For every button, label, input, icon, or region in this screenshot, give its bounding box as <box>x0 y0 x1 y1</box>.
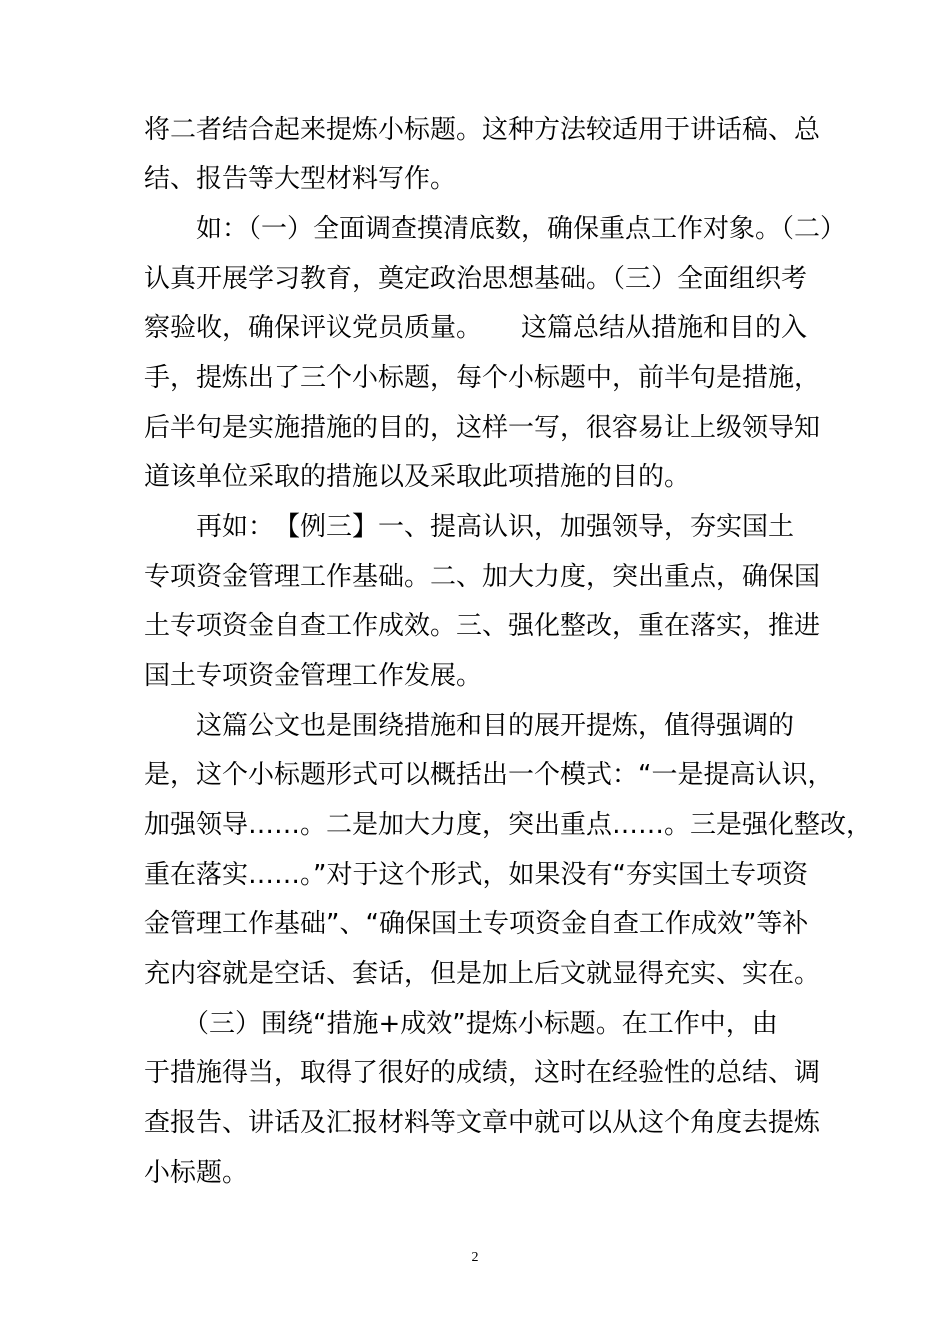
text-line: 道该单位采取的措施以及采取此项措施的目的。 <box>144 462 691 492</box>
text-line: 是，这个小标题形式可以概括出一个模式：“一是提高认识， <box>144 760 834 790</box>
text-line: 加强领导……。二是加大力度，突出重点……。三是强化整改， <box>144 810 873 840</box>
text-line: 小标题。 <box>144 1158 249 1188</box>
text-line: 金管理工作基础”、“确保国土专项资金自查工作成效”等补 <box>144 909 809 939</box>
text-line: 于措施得当，取得了很好的成绩，这时在经验性的总结、调 <box>144 1058 821 1088</box>
page-number: 2 <box>471 1250 479 1265</box>
text-line: 这篇公文也是围绕措施和目的展开提炼，值得强调的 <box>144 711 795 741</box>
text-line: 将二者结合起来提炼小标题。这种方法较适用于讲话稿、总 <box>144 115 821 145</box>
text-line: 后半句是实施措施的目的，这样一写，很容易让上级领导知 <box>144 413 821 443</box>
text-line: 再如： 【例三】一、提高认识，加强领导，夯实国土 <box>144 512 795 542</box>
text-line: 专项资金管理工作基础。二、加大力度，突出重点，确保国 <box>144 562 821 592</box>
text-line: 察验收，确保评议党员质量。 这篇总结从措施和目的入 <box>144 313 808 343</box>
text-line: 重在落实……。”对于这个形式，如果没有“夯实国土专项资 <box>144 860 808 890</box>
text-line: 认真开展学习教育，奠定政治思想基础。（三）全面组织考 <box>144 264 808 294</box>
text-line: 如：（一）全面调查摸清底数，确保重点工作对象。（二） <box>144 214 847 244</box>
text-line: 结、报告等大型材料写作。 <box>144 164 457 194</box>
text-line: 充内容就是空话、套话，但是加上后文就显得充实、实在。 <box>144 959 821 989</box>
text-line: 查报告、讲话及汇报材料等文章中就可以从这个角度去提炼 <box>144 1108 821 1138</box>
text-line: 手，提炼出了三个小标题，每个小标题中，前半句是措施， <box>144 363 821 393</box>
text-line: 土专项资金自查工作成效。三、强化整改，重在落实，推进 <box>144 611 821 641</box>
text-line: 国土专项资金管理工作发展。 <box>144 661 483 691</box>
text-line: （三）围绕“措施+成效”提炼小标题。在工作中，由 <box>144 1009 778 1039</box>
